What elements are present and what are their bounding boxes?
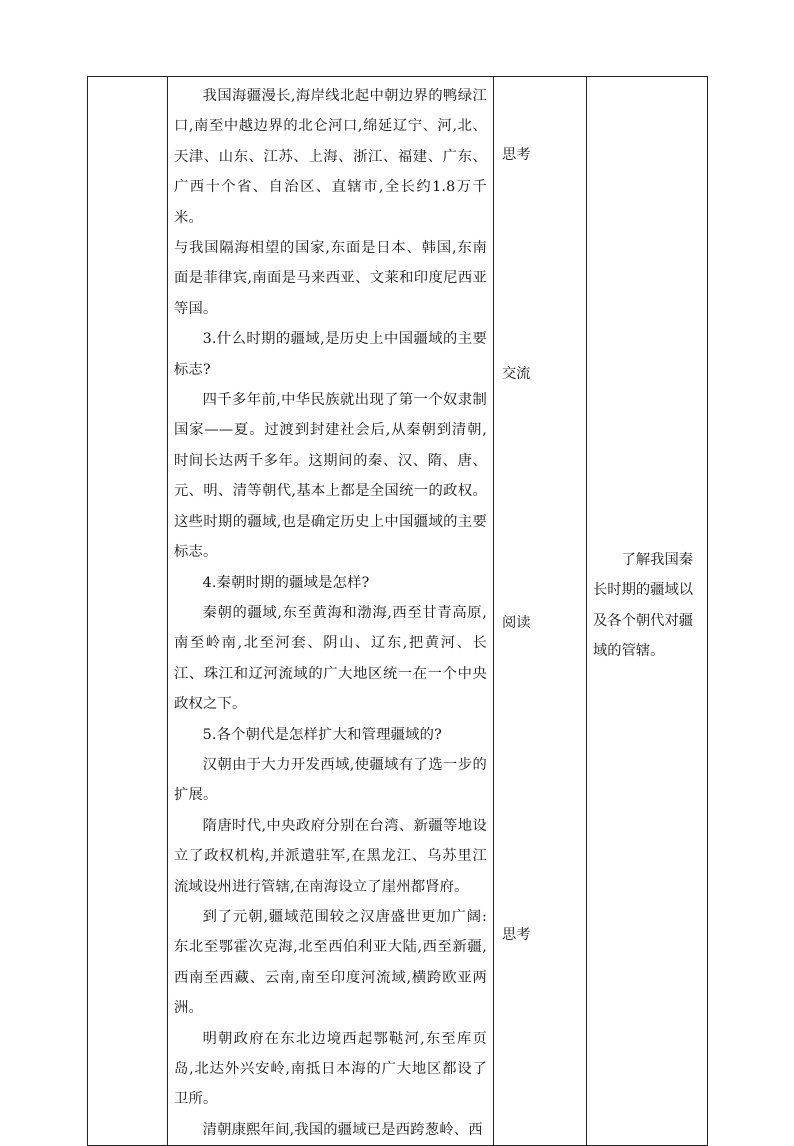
question-3: 3.什么时期的疆域,是历史上中国疆域的主要标志?: [174, 331, 487, 378]
activity-read: 阅读: [502, 615, 531, 631]
paragraph-qing: 清朝康熙年间,我国的疆域已是西跨葱岭、西: [202, 1121, 483, 1138]
paragraph-yuan: 到了元朝,疆域范围较之汉唐盛世更加广阔:东北至鄂霍次克海,北至西伯利亚大陆,西至新疆,西南至西藏、云南,南至印度河流域,横跨欧亚两洲。: [174, 908, 487, 1017]
paragraph-coastline: 我国海疆漫长,海岸线北起中朝边界的鸭绿江口,南至中越边界的北仑河口,绵延辽宁、河,北、天津、山东、江苏、上海、浙江、福建、广东、广西十个省、自治区、直辖市,全长约1.8万千米。: [174, 88, 487, 226]
paragraph-han: 汉朝由于大力开发西域,使疆域有了选一步的扩展。: [174, 756, 487, 804]
activity-think: 思考: [502, 927, 531, 943]
question-4: 4.秦朝时期的疆域是怎样?: [202, 574, 370, 591]
table-row: [88, 77, 708, 1146]
activity-exchange: 交流: [502, 366, 531, 382]
section-cell: [88, 77, 168, 1146]
learning-goal: 了解我国秦长时期的疆域以及各个朝代对疆域的管辖。: [593, 552, 694, 660]
paragraph-xia-to-qing: 四千多年前,中华民族就出现了第一个奴隶制国家——夏。过渡到封建社会后,从秦朝到清朝,时间长达两千多年。这期间的秦、汉、隋、唐、元、明、清等朝代,基本上都是全国统一的政权。这些时期的疆域,也是确定历史上中国疆域的主要标志。: [174, 392, 487, 561]
paragraph-ming: 明朝政府在东北边境西起鄂鞑河,东至库页岛,北达外兴安岭,南抵日本海的广大地区都设了卫所。: [174, 1030, 487, 1108]
paragraph-neighbors: 与我国隔海相望的国家,东面是日本、韩国,东南面是菲律宾,南面是马来西亚、文莱和印度尼西亚等国。: [174, 240, 487, 317]
goal-cell: [587, 77, 708, 1146]
lesson-table: [87, 76, 708, 1146]
paragraph-qin-territory: 秦朝的疆域,东至黄海和渤海,西至甘青高原,南至岭南,北至河套、阴山、辽东,把黄河、长江、珠江和辽河流域的广大地区统一在一个中央政权之下。: [174, 604, 487, 713]
paragraph-sui-tang: 隋唐时代,中央政府分别在台湾、新疆等地设立了政权机构,并派遣驻军,在黑龙江、乌苏里江流域设州进行管辖,在南海设立了崖州都肾府。: [174, 817, 487, 895]
question-5: 5.各个朝代是怎样扩大和管理疆域的?: [202, 726, 442, 743]
activity-think: 思考: [502, 147, 531, 163]
content-cell: [168, 77, 494, 1146]
activity-cell: [494, 77, 587, 1146]
